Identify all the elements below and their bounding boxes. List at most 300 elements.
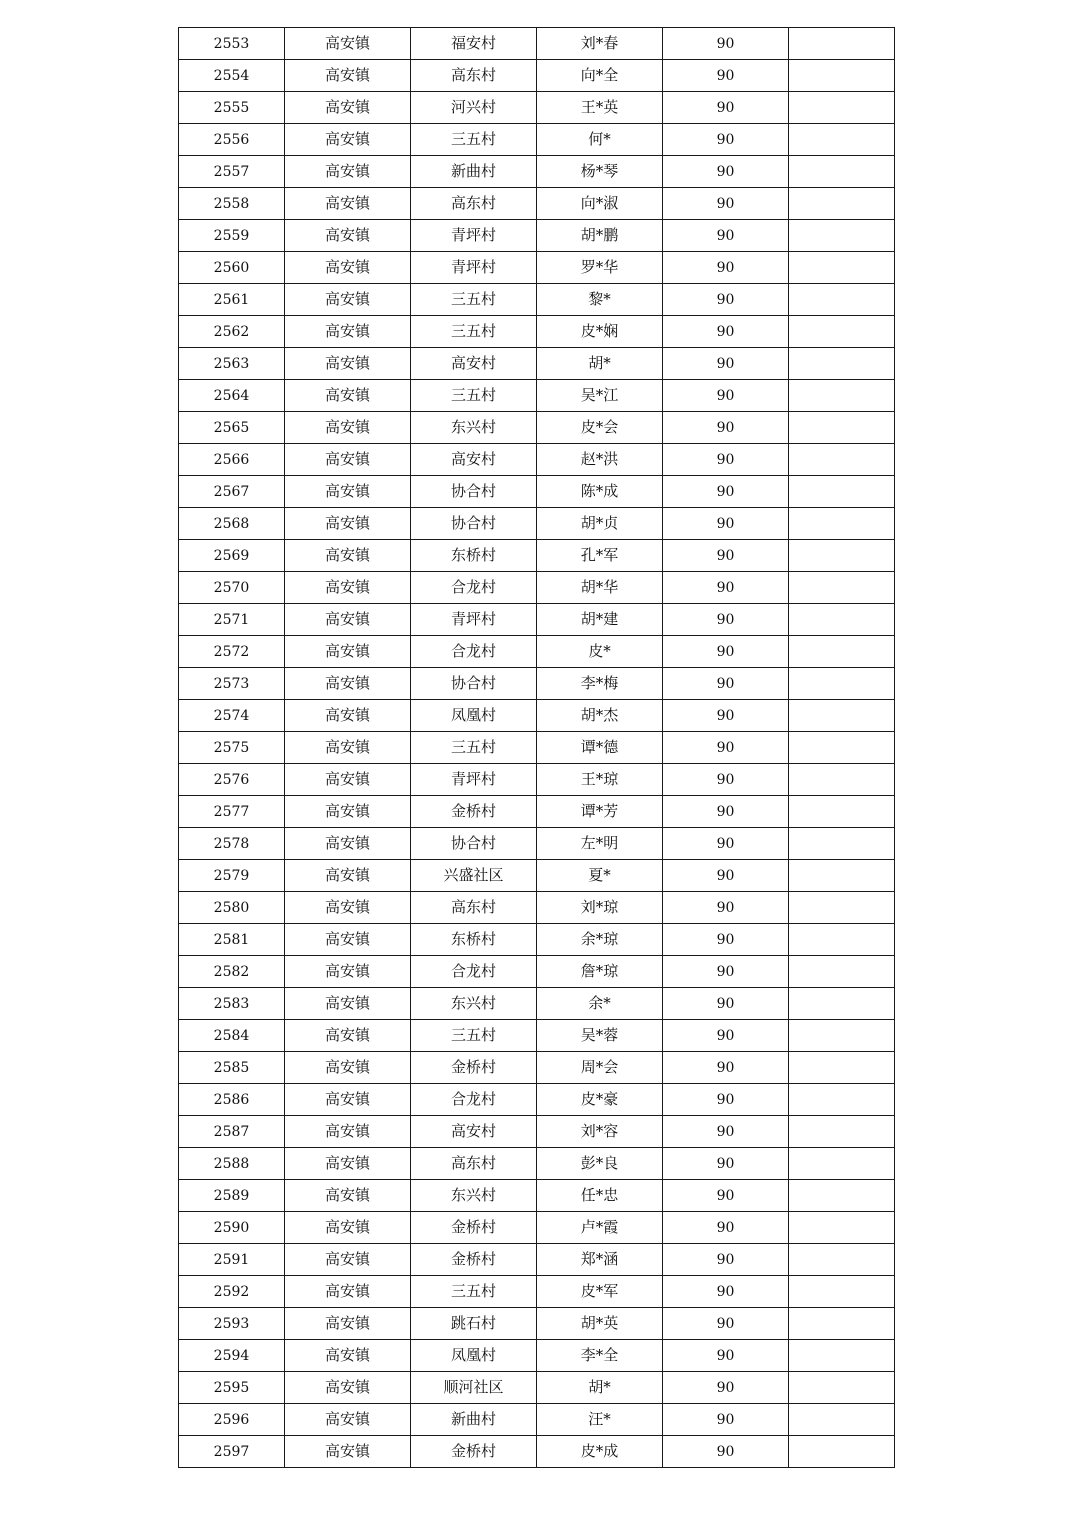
serial-number-cell: 2579 <box>179 860 285 892</box>
serial-number-cell: 2553 <box>179 28 285 60</box>
town-cell: 高安镇 <box>285 1020 411 1052</box>
town-cell: 高安镇 <box>285 892 411 924</box>
village-cell: 协合村 <box>411 828 537 860</box>
table-row <box>179 636 895 668</box>
remark-cell <box>789 572 895 604</box>
village-cell: 凤凰村 <box>411 1340 537 1372</box>
village-cell: 高安村 <box>411 444 537 476</box>
town-cell: 高安镇 <box>285 444 411 476</box>
amount-cell: 90 <box>663 1116 789 1148</box>
remark-cell <box>789 284 895 316</box>
person-name-cell: 谭*芳 <box>537 796 663 828</box>
amount-cell: 90 <box>663 892 789 924</box>
village-cell: 金桥村 <box>411 1244 537 1276</box>
amount-cell: 90 <box>663 92 789 124</box>
person-name-cell: 任*忠 <box>537 1180 663 1212</box>
amount-cell: 90 <box>663 316 789 348</box>
table-row <box>179 28 895 60</box>
amount-cell: 90 <box>663 572 789 604</box>
town-cell: 高安镇 <box>285 668 411 700</box>
amount-cell: 90 <box>663 1180 789 1212</box>
remark-cell <box>789 1180 895 1212</box>
person-name-cell: 皮*会 <box>537 412 663 444</box>
table-row <box>179 828 895 860</box>
town-cell: 高安镇 <box>285 1212 411 1244</box>
amount-cell: 90 <box>663 1372 789 1404</box>
village-cell: 福安村 <box>411 28 537 60</box>
amount-cell: 90 <box>663 220 789 252</box>
remark-cell <box>789 476 895 508</box>
table-row <box>179 156 895 188</box>
village-cell: 协合村 <box>411 476 537 508</box>
person-name-cell: 胡*贞 <box>537 508 663 540</box>
village-cell: 合龙村 <box>411 956 537 988</box>
remark-cell <box>789 156 895 188</box>
town-cell: 高安镇 <box>285 1052 411 1084</box>
serial-number-cell: 2594 <box>179 1340 285 1372</box>
town-cell: 高安镇 <box>285 956 411 988</box>
village-cell: 青坪村 <box>411 220 537 252</box>
person-name-cell: 杨*琴 <box>537 156 663 188</box>
remark-cell <box>789 60 895 92</box>
remark-cell <box>789 1212 895 1244</box>
amount-cell: 90 <box>663 380 789 412</box>
person-name-cell: 孔*军 <box>537 540 663 572</box>
person-name-cell: 郑*涵 <box>537 1244 663 1276</box>
table-row <box>179 412 895 444</box>
table-row <box>179 220 895 252</box>
table-row <box>179 1436 895 1468</box>
table-row <box>179 540 895 572</box>
town-cell: 高安镇 <box>285 1372 411 1404</box>
village-cell: 合龙村 <box>411 572 537 604</box>
village-cell: 合龙村 <box>411 1084 537 1116</box>
remark-cell <box>789 1276 895 1308</box>
table-row <box>179 252 895 284</box>
town-cell: 高安镇 <box>285 1404 411 1436</box>
amount-cell: 90 <box>663 828 789 860</box>
town-cell: 高安镇 <box>285 1308 411 1340</box>
town-cell: 高安镇 <box>285 860 411 892</box>
person-name-cell: 皮*成 <box>537 1436 663 1468</box>
village-cell: 金桥村 <box>411 1212 537 1244</box>
serial-number-cell: 2596 <box>179 1404 285 1436</box>
person-name-cell: 陈*成 <box>537 476 663 508</box>
town-cell: 高安镇 <box>285 1244 411 1276</box>
person-name-cell: 彭*良 <box>537 1148 663 1180</box>
person-name-cell: 王*琼 <box>537 764 663 796</box>
table-row <box>179 604 895 636</box>
table-row <box>179 668 895 700</box>
village-cell: 跳石村 <box>411 1308 537 1340</box>
village-cell: 高东村 <box>411 188 537 220</box>
person-name-cell: 刘*容 <box>537 1116 663 1148</box>
village-cell: 三五村 <box>411 284 537 316</box>
village-cell: 东兴村 <box>411 412 537 444</box>
person-name-cell: 左*明 <box>537 828 663 860</box>
village-cell: 东兴村 <box>411 1180 537 1212</box>
person-name-cell: 赵*洪 <box>537 444 663 476</box>
table-row <box>179 892 895 924</box>
amount-cell: 90 <box>663 444 789 476</box>
town-cell: 高安镇 <box>285 92 411 124</box>
town-cell: 高安镇 <box>285 60 411 92</box>
person-name-cell: 胡*鹏 <box>537 220 663 252</box>
amount-cell: 90 <box>663 732 789 764</box>
town-cell: 高安镇 <box>285 476 411 508</box>
person-name-cell: 皮*军 <box>537 1276 663 1308</box>
remark-cell <box>789 1340 895 1372</box>
table-row <box>179 348 895 380</box>
serial-number-cell: 2581 <box>179 924 285 956</box>
table-row <box>179 1276 895 1308</box>
serial-number-cell: 2588 <box>179 1148 285 1180</box>
serial-number-cell: 2578 <box>179 828 285 860</box>
serial-number-cell: 2554 <box>179 60 285 92</box>
amount-cell: 90 <box>663 252 789 284</box>
table-row <box>179 380 895 412</box>
remark-cell <box>789 1084 895 1116</box>
table-row <box>179 732 895 764</box>
person-name-cell: 向*全 <box>537 60 663 92</box>
village-cell: 青坪村 <box>411 604 537 636</box>
person-name-cell: 胡* <box>537 1372 663 1404</box>
table-row <box>179 860 895 892</box>
remark-cell <box>789 540 895 572</box>
town-cell: 高安镇 <box>285 988 411 1020</box>
town-cell: 高安镇 <box>285 700 411 732</box>
serial-number-cell: 2584 <box>179 1020 285 1052</box>
remark-cell <box>789 28 895 60</box>
amount-cell: 90 <box>663 1404 789 1436</box>
amount-cell: 90 <box>663 60 789 92</box>
serial-number-cell: 2555 <box>179 92 285 124</box>
village-cell: 高东村 <box>411 1148 537 1180</box>
person-name-cell: 向*淑 <box>537 188 663 220</box>
amount-cell: 90 <box>663 668 789 700</box>
table-row <box>179 572 895 604</box>
town-cell: 高安镇 <box>285 1180 411 1212</box>
person-name-cell: 皮*娴 <box>537 316 663 348</box>
town-cell: 高安镇 <box>285 1436 411 1468</box>
village-cell: 东桥村 <box>411 924 537 956</box>
remark-cell <box>789 796 895 828</box>
remark-cell <box>789 1148 895 1180</box>
person-name-cell: 詹*琼 <box>537 956 663 988</box>
table-row <box>179 1084 895 1116</box>
remark-cell <box>789 380 895 412</box>
village-cell: 顺河社区 <box>411 1372 537 1404</box>
remark-cell <box>789 956 895 988</box>
remark-cell <box>789 604 895 636</box>
amount-cell: 90 <box>663 764 789 796</box>
table-row <box>179 796 895 828</box>
remark-cell <box>789 412 895 444</box>
town-cell: 高安镇 <box>285 1148 411 1180</box>
remark-cell <box>789 988 895 1020</box>
remark-cell <box>789 1308 895 1340</box>
table-row <box>179 1180 895 1212</box>
table-body <box>179 28 895 1468</box>
village-cell: 金桥村 <box>411 796 537 828</box>
serial-number-cell: 2567 <box>179 476 285 508</box>
serial-number-cell: 2589 <box>179 1180 285 1212</box>
serial-number-cell: 2595 <box>179 1372 285 1404</box>
amount-cell: 90 <box>663 1340 789 1372</box>
remark-cell <box>789 1052 895 1084</box>
amount-cell: 90 <box>663 1020 789 1052</box>
amount-cell: 90 <box>663 988 789 1020</box>
amount-cell: 90 <box>663 700 789 732</box>
remark-cell <box>789 444 895 476</box>
town-cell: 高安镇 <box>285 1116 411 1148</box>
village-cell: 协合村 <box>411 668 537 700</box>
serial-number-cell: 2592 <box>179 1276 285 1308</box>
table-row <box>179 988 895 1020</box>
person-name-cell: 汪* <box>537 1404 663 1436</box>
amount-cell: 90 <box>663 924 789 956</box>
person-name-cell: 胡*杰 <box>537 700 663 732</box>
person-name-cell: 卢*霞 <box>537 1212 663 1244</box>
serial-number-cell: 2569 <box>179 540 285 572</box>
village-cell: 东桥村 <box>411 540 537 572</box>
table-row <box>179 92 895 124</box>
remark-cell <box>789 124 895 156</box>
table-row <box>179 1340 895 1372</box>
remark-cell <box>789 220 895 252</box>
town-cell: 高安镇 <box>285 828 411 860</box>
person-name-cell: 皮*豪 <box>537 1084 663 1116</box>
serial-number-cell: 2561 <box>179 284 285 316</box>
serial-number-cell: 2556 <box>179 124 285 156</box>
person-name-cell: 胡*华 <box>537 572 663 604</box>
amount-cell: 90 <box>663 412 789 444</box>
serial-number-cell: 2576 <box>179 764 285 796</box>
person-name-cell: 余* <box>537 988 663 1020</box>
amount-cell: 90 <box>663 1212 789 1244</box>
amount-cell: 90 <box>663 1436 789 1468</box>
amount-cell: 90 <box>663 124 789 156</box>
person-name-cell: 谭*德 <box>537 732 663 764</box>
amount-cell: 90 <box>663 636 789 668</box>
town-cell: 高安镇 <box>285 796 411 828</box>
person-name-cell: 吴*蓉 <box>537 1020 663 1052</box>
serial-number-cell: 2565 <box>179 412 285 444</box>
serial-number-cell: 2564 <box>179 380 285 412</box>
table-row <box>179 1308 895 1340</box>
remark-cell <box>789 924 895 956</box>
serial-number-cell: 2562 <box>179 316 285 348</box>
remark-cell <box>789 828 895 860</box>
person-name-cell: 王*英 <box>537 92 663 124</box>
person-name-cell: 刘*琼 <box>537 892 663 924</box>
table-row <box>179 1020 895 1052</box>
town-cell: 高安镇 <box>285 316 411 348</box>
serial-number-cell: 2587 <box>179 1116 285 1148</box>
remark-cell <box>789 860 895 892</box>
amount-cell: 90 <box>663 188 789 220</box>
village-cell: 高东村 <box>411 60 537 92</box>
village-cell: 新曲村 <box>411 156 537 188</box>
person-name-cell: 胡*建 <box>537 604 663 636</box>
village-cell: 三五村 <box>411 1020 537 1052</box>
village-cell: 东兴村 <box>411 988 537 1020</box>
serial-number-cell: 2573 <box>179 668 285 700</box>
amount-cell: 90 <box>663 476 789 508</box>
remark-cell <box>789 348 895 380</box>
village-cell: 三五村 <box>411 732 537 764</box>
serial-number-cell: 2566 <box>179 444 285 476</box>
town-cell: 高安镇 <box>285 412 411 444</box>
serial-number-cell: 2568 <box>179 508 285 540</box>
person-name-cell: 胡* <box>537 348 663 380</box>
table-row <box>179 700 895 732</box>
table-row <box>179 1116 895 1148</box>
person-name-cell: 胡*英 <box>537 1308 663 1340</box>
amount-cell: 90 <box>663 860 789 892</box>
table-row <box>179 956 895 988</box>
village-cell: 金桥村 <box>411 1436 537 1468</box>
town-cell: 高安镇 <box>285 572 411 604</box>
table-row <box>179 764 895 796</box>
serial-number-cell: 2558 <box>179 188 285 220</box>
amount-cell: 90 <box>663 28 789 60</box>
town-cell: 高安镇 <box>285 252 411 284</box>
subsidy-list-table <box>178 27 895 1468</box>
town-cell: 高安镇 <box>285 188 411 220</box>
serial-number-cell: 2591 <box>179 1244 285 1276</box>
table-row <box>179 508 895 540</box>
serial-number-cell: 2580 <box>179 892 285 924</box>
serial-number-cell: 2557 <box>179 156 285 188</box>
town-cell: 高安镇 <box>285 604 411 636</box>
town-cell: 高安镇 <box>285 540 411 572</box>
person-name-cell: 夏* <box>537 860 663 892</box>
remark-cell <box>789 92 895 124</box>
village-cell: 青坪村 <box>411 764 537 796</box>
town-cell: 高安镇 <box>285 636 411 668</box>
amount-cell: 90 <box>663 156 789 188</box>
person-name-cell: 刘*春 <box>537 28 663 60</box>
serial-number-cell: 2582 <box>179 956 285 988</box>
amount-cell: 90 <box>663 1052 789 1084</box>
amount-cell: 90 <box>663 956 789 988</box>
amount-cell: 90 <box>663 284 789 316</box>
remark-cell <box>789 700 895 732</box>
table-row <box>179 316 895 348</box>
remark-cell <box>789 252 895 284</box>
person-name-cell: 吴*江 <box>537 380 663 412</box>
village-cell: 凤凰村 <box>411 700 537 732</box>
amount-cell: 90 <box>663 1084 789 1116</box>
village-cell: 高安村 <box>411 1116 537 1148</box>
person-name-cell: 李*全 <box>537 1340 663 1372</box>
person-name-cell: 李*梅 <box>537 668 663 700</box>
remark-cell <box>789 1436 895 1468</box>
village-cell: 河兴村 <box>411 92 537 124</box>
village-cell: 合龙村 <box>411 636 537 668</box>
serial-number-cell: 2575 <box>179 732 285 764</box>
table-row <box>179 924 895 956</box>
person-name-cell: 周*会 <box>537 1052 663 1084</box>
table-row <box>179 444 895 476</box>
table-row <box>179 124 895 156</box>
remark-cell <box>789 1116 895 1148</box>
village-cell: 高安村 <box>411 348 537 380</box>
amount-cell: 90 <box>663 604 789 636</box>
town-cell: 高安镇 <box>285 508 411 540</box>
village-cell: 三五村 <box>411 316 537 348</box>
table-row <box>179 1212 895 1244</box>
serial-number-cell: 2572 <box>179 636 285 668</box>
town-cell: 高安镇 <box>285 156 411 188</box>
village-cell: 兴盛社区 <box>411 860 537 892</box>
serial-number-cell: 2586 <box>179 1084 285 1116</box>
amount-cell: 90 <box>663 1276 789 1308</box>
amount-cell: 90 <box>663 1244 789 1276</box>
serial-number-cell: 2559 <box>179 220 285 252</box>
village-cell: 金桥村 <box>411 1052 537 1084</box>
remark-cell <box>789 668 895 700</box>
amount-cell: 90 <box>663 540 789 572</box>
town-cell: 高安镇 <box>285 924 411 956</box>
serial-number-cell: 2585 <box>179 1052 285 1084</box>
serial-number-cell: 2560 <box>179 252 285 284</box>
remark-cell <box>789 1020 895 1052</box>
serial-number-cell: 2577 <box>179 796 285 828</box>
serial-number-cell: 2563 <box>179 348 285 380</box>
remark-cell <box>789 892 895 924</box>
remark-cell <box>789 508 895 540</box>
town-cell: 高安镇 <box>285 732 411 764</box>
table-row <box>179 284 895 316</box>
serial-number-cell: 2570 <box>179 572 285 604</box>
table-row <box>179 1404 895 1436</box>
village-cell: 青坪村 <box>411 252 537 284</box>
amount-cell: 90 <box>663 508 789 540</box>
serial-number-cell: 2571 <box>179 604 285 636</box>
village-cell: 三五村 <box>411 124 537 156</box>
table-row <box>179 1244 895 1276</box>
amount-cell: 90 <box>663 1148 789 1180</box>
remark-cell <box>789 1244 895 1276</box>
remark-cell <box>789 732 895 764</box>
table-row <box>179 1372 895 1404</box>
remark-cell <box>789 316 895 348</box>
remark-cell <box>789 636 895 668</box>
village-cell: 新曲村 <box>411 1404 537 1436</box>
amount-cell: 90 <box>663 796 789 828</box>
town-cell: 高安镇 <box>285 1276 411 1308</box>
person-name-cell: 何* <box>537 124 663 156</box>
serial-number-cell: 2590 <box>179 1212 285 1244</box>
village-cell: 高东村 <box>411 892 537 924</box>
village-cell: 三五村 <box>411 1276 537 1308</box>
person-name-cell: 罗*华 <box>537 252 663 284</box>
remark-cell <box>789 1372 895 1404</box>
town-cell: 高安镇 <box>285 220 411 252</box>
town-cell: 高安镇 <box>285 1084 411 1116</box>
village-cell: 三五村 <box>411 380 537 412</box>
village-cell: 协合村 <box>411 508 537 540</box>
town-cell: 高安镇 <box>285 1340 411 1372</box>
table-row <box>179 1148 895 1180</box>
serial-number-cell: 2583 <box>179 988 285 1020</box>
amount-cell: 90 <box>663 1308 789 1340</box>
person-name-cell: 余*琼 <box>537 924 663 956</box>
town-cell: 高安镇 <box>285 380 411 412</box>
serial-number-cell: 2593 <box>179 1308 285 1340</box>
